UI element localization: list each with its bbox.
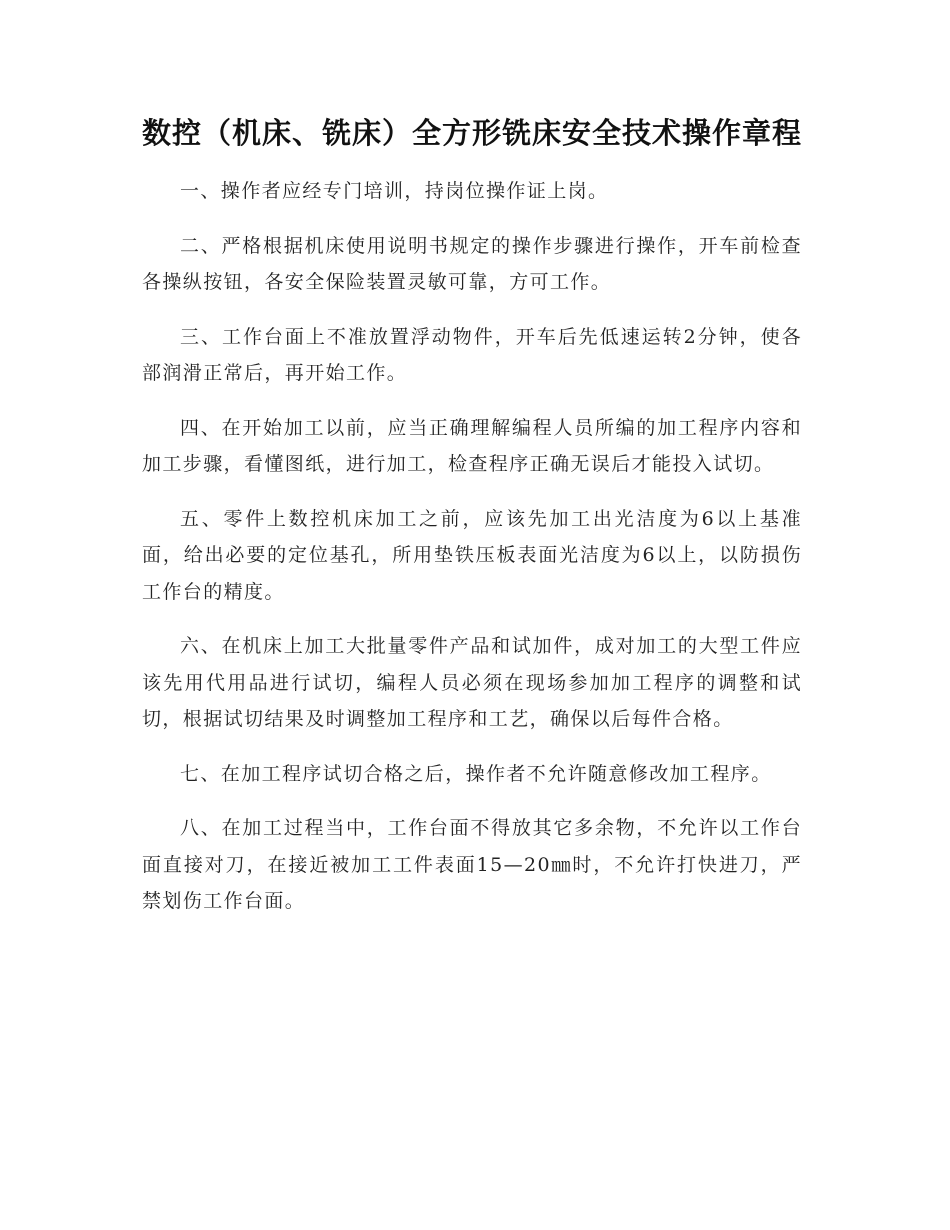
clause-7: 七、在加工程序试切合格之后，操作者不允许随意修改加工程序。 [180,762,772,785]
document-title: 数控（机床、铣床）全方形铣床安全技术操作章程 [142,116,803,150]
clause-2: 二、严格根据机床使用说明书规定的操作步骤进行操作，开车前检查各操纵按钮，各安全保险装置灵敏可靠，方可工作。 [142,234,802,293]
clause-3: 三、工作台面上不准放置浮动物件，开车后先低速运转2分钟，使各部润滑正常后，再开始工作。 [142,325,802,384]
clause-8: 八、在加工过程当中，工作台面不得放其它多余物，不允许以工作台面直接对刀，在接近被加工工件表面15—20㎜时，不允许打快进刀，严禁划伤工作台面。 [142,817,802,912]
clause-1: 一、操作者应经专门培训，持岗位操作证上岗。 [180,180,609,202]
clause-4: 四、在开始加工以前，应当正确理解编程人员所编的加工程序内容和加工步骤，看懂图纸，进行加工，检查程序正确无误后才能投入试切。 [142,416,802,475]
clause-5: 五、零件上数控机床加工之前，应该先加工出光洁度为6以上基准面，给出必要的定位基孔，所用垫铁压板表面光洁度为6以上，以防损伤工作台的精度。 [142,507,802,603]
clause-6: 六、在机床上加工大批量零件产品和试加件，成对加工的大型工件应该先用代用品进行试切，编程人员必须在现场参加加工程序的调整和试切，根据试切结果及时调整加工程序和工艺，确保以后每件合格。 [142,635,802,730]
document-page [142,112,802,938]
